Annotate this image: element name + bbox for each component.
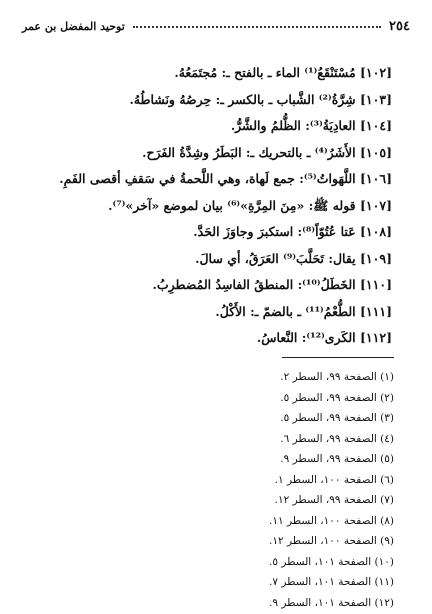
footnote: (٩) الصفحة ١٠٠، السطر ١٢. [269, 535, 394, 547]
glossary-entry: [١٠٧] قوله ﷺ: «مِنَ المِرَّةِ»⁽⁶⁾ بيان لموضع «آخر»⁽⁷⁾. [108, 197, 392, 213]
footnote: (٦) الصفحة ١٠٠، السطر ١. [274, 473, 394, 486]
glossary-entry: [١٠٦] اللَّهَواتُ⁽⁵⁾: جمع لَهاة، وهي اللَّحمةُ في سَقفِ أقصى الفَمِ. [59, 171, 392, 186]
page-number: ٢٥٤ [389, 18, 410, 34]
footnote: (٢) الصفحة ٩٩، السطر ٥. [280, 391, 394, 404]
running-title: توحيد المفضل بن عمر [22, 19, 125, 33]
footnote: (٥) الصفحة ٩٩، السطر ٩. [280, 453, 394, 465]
footnote: (١٢) الصفحة ١٠١، السطر ٩. [269, 596, 394, 609]
glossary-entry: [١٠٢] مُسْتَنْقَعُ⁽¹⁾ الماء ـ بالفتح ـ: مُجتَمَعُهُ. [174, 65, 392, 80]
glossary-entries [24, 60, 392, 352]
glossary-entry: [١٠٥] الأَشَرُ⁽⁴⁾ ـ بالتحريك ـ: البَطَرُ وشِدَّةُ الفَرَح. [142, 144, 392, 160]
header-dot-leader [133, 25, 381, 28]
glossary-entry: [١٠٣] شِرَّةُ⁽²⁾ الشَّباب ـ بالكسر ـ: حِرصُهُ ونَشاطُهُ. [129, 91, 392, 107]
glossary-entry: [١٠٤] العادِيَةُ⁽³⁾: الظُّلمُ والشَّرُّ. [230, 118, 392, 133]
glossary-entry: [١٠٨] عَتا عُتُوّاً⁽⁸⁾: استكبرَ وجاوَزَ الحَدَّ. [193, 224, 392, 239]
footnote: (٣) الصفحة ٩٩، السطر ٥. [280, 412, 394, 424]
footnote: (١) الصفحة ٩٩، السطر ٢. [280, 371, 394, 383]
footnote: (١١) الصفحة ١٠١، السطر ٧. [269, 576, 394, 588]
footnotes [34, 367, 394, 613]
glossary-entry: [١١١] الطُّعْمُ⁽¹¹⁾ ـ بالضمّ ـ: الأَكْلُ. [215, 303, 392, 319]
glossary-entry: [١١٢] الكَرى⁽¹²⁾: النَّعاسُ. [256, 330, 392, 345]
footnote-separator [282, 357, 394, 358]
glossary-entry: [١١٠] الخَطَلُ⁽¹⁰⁾: المنطقُ الفاسِدُ المُضطرِبُ. [152, 277, 392, 292]
glossary-entry: [١٠٩] يقال: تَحَلَّبَ⁽⁹⁾ العَرَقُ، أي سالَ. [195, 250, 392, 266]
footnote: (٨) الصفحة ١٠٠، السطر ١١. [269, 514, 394, 527]
page-header [22, 16, 410, 36]
footnote: (٤) الصفحة ٩٩، السطر ٦. [280, 432, 394, 445]
footnote: (١٠) الصفحة ١٠١، السطر ٥. [269, 555, 394, 568]
footnote: (٧) الصفحة ٩٩، السطر ١٢. [274, 494, 394, 506]
